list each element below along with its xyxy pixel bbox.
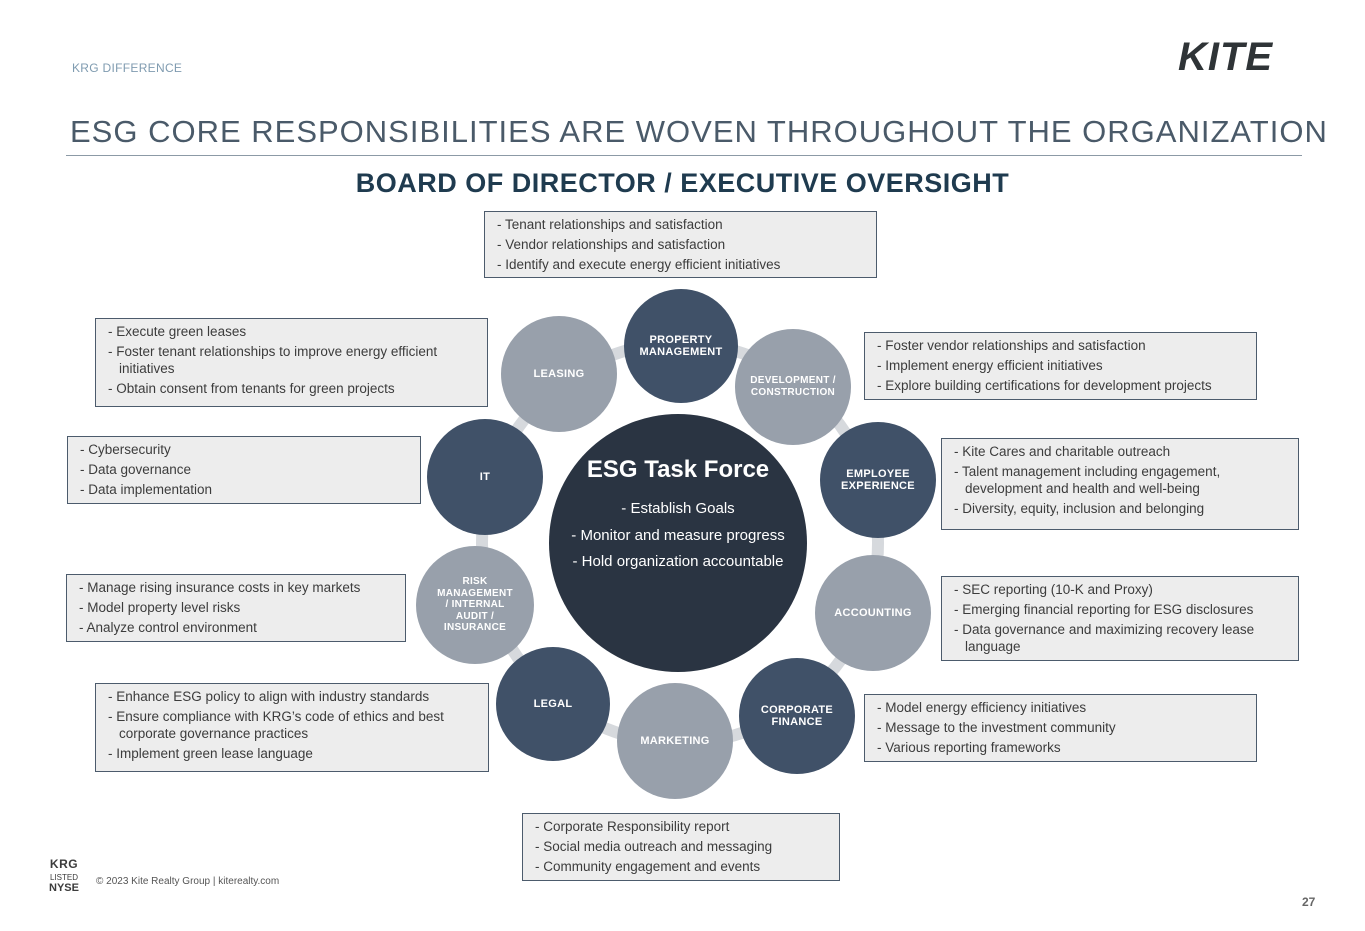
box-employee-experience [941,438,1299,530]
nyse-text: NYSE [49,882,79,894]
krg-text: KRG [49,857,79,871]
listed-text: LISTED [49,873,78,882]
list-item: - Community engagement and events [535,859,829,876]
box-marketing [522,813,840,881]
list-item: - Kite Cares and charitable outreach [954,444,1288,461]
list-item: - Vendor relationships and satisfaction [497,237,866,254]
list-item: - Ensure compliance with KRG’s code of ethics and best corporate governance practices [108,709,478,742]
esg-task-force [570,455,786,572]
list-item: - Social media outreach and messaging [535,839,829,856]
box-property-management [484,211,877,278]
list-item: - Explore building certifications for development projects [877,378,1246,395]
box-leasing [95,318,488,407]
label-corporate-finance: CORPORATE FINANCE [760,704,834,728]
logo-text: KITE [1178,35,1274,78]
label-legal: LEGAL [533,698,573,710]
label-leasing: LEASING [533,368,585,380]
task-force-accountable: - Hold organization accountable [572,553,784,570]
list-item: - Diversity, equity, inclusion and belonging [954,501,1288,518]
list-item: - Data governance [80,462,410,479]
copyright: © 2023 Kite Realty Group | kiterealty.com [96,876,280,887]
list-item: - Model property level risks [79,600,395,617]
page-title: ESG CORE RESPONSIBILITIES ARE WOVEN THROUGHOUT THE ORGANIZATION [70,114,1328,149]
list-item: - Execute green leases [108,324,477,341]
task-force-title: ESG Task Force [586,456,770,483]
box-corporate-finance [864,694,1257,762]
list-item: - Data implementation [80,482,410,499]
list-item: - Tenant relationships and satisfaction [497,217,866,234]
label-risk: RISK MANAGEMENT / INTERNAL AUDIT / INSURANCE [437,576,513,634]
box-it [67,436,421,504]
list-item: - Analyze control environment [79,620,395,637]
label-accounting: ACCOUNTING [834,607,912,619]
list-item: - Emerging financial reporting for ESG disclosures [954,602,1288,619]
box-development-construction [864,332,1257,400]
list-item: - Cybersecurity [80,442,410,459]
list-item: - Implement green lease language [108,746,478,763]
task-force-monitor: - Monitor and measure progress [571,526,785,544]
section-label: KRG DIFFERENCE [72,61,183,75]
list-item: - Talent management including engagement, development and health and well-being [954,464,1288,497]
list-item: - Identify and execute energy efficient initiatives [497,257,866,274]
task-force-goal: - Establish Goals [621,500,735,517]
label-property-management: PROPERTY MANAGEMENT [639,334,723,358]
krg-nyse-badge [48,857,80,894]
list-item: - Foster tenant relationships to improve energy efficient initiatives [108,344,477,377]
label-development-construction: DEVELOPMENT / CONSTRUCTION [750,375,836,398]
box-risk [66,574,406,642]
list-item: - Data governance and maximizing recovery lease language [954,622,1288,655]
list-item: - SEC reporting (10-K and Proxy) [954,582,1288,599]
list-item: - Model energy efficiency initiatives [877,700,1246,717]
list-item: - Obtain consent from tenants for green projects [108,381,477,398]
list-item: - Message to the investment community [877,720,1246,737]
list-item: - Foster vendor relationships and satisfaction [877,338,1246,355]
oversight-heading: BOARD OF DIRECTOR / EXECUTIVE OVERSIGHT [355,168,1010,198]
list-item: - Enhance ESG policy to align with industry standards [108,689,478,706]
list-item: - Corporate Responsibility report [535,819,829,836]
list-item: - Manage rising insurance costs in key markets [79,580,395,597]
list-item: - Various reporting frameworks [877,740,1246,757]
box-accounting [941,576,1299,661]
label-marketing: MARKETING [640,735,710,747]
list-item: - Implement energy efficient initiatives [877,358,1246,375]
label-employee-experience: EMPLOYEE EXPERIENCE [841,468,915,492]
box-legal [95,683,489,772]
page-number: 27 [1302,895,1316,909]
label-it: IT [479,471,491,483]
